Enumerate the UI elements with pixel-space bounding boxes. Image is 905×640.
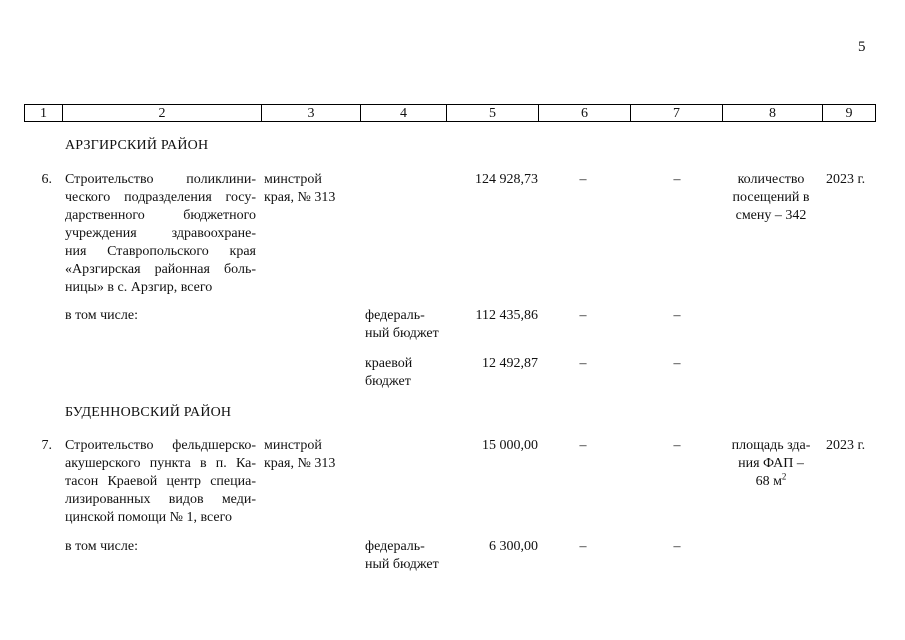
column-header-2: 2 bbox=[63, 105, 262, 122]
col7-dash: – bbox=[673, 308, 681, 323]
col6-dash: – bbox=[579, 356, 587, 371]
object-name-line: ницы» в с. Арзгир, всего bbox=[65, 280, 213, 295]
indicator-line: посещений в bbox=[732, 190, 810, 205]
funding-source bbox=[365, 538, 450, 574]
superscript-2: 2 bbox=[781, 471, 787, 482]
col7-dash: – bbox=[673, 539, 681, 554]
funding-source-line: бюджет bbox=[365, 374, 411, 389]
customer-line: минстрой bbox=[264, 172, 322, 187]
funding-source-line: ный бюджет bbox=[365, 557, 439, 572]
col6-dash: – bbox=[579, 438, 587, 453]
col6-dash: – bbox=[579, 308, 587, 323]
object-name-line: ния Ставропольского края bbox=[65, 244, 256, 259]
customer-line: края, № 313 bbox=[264, 190, 336, 205]
customer bbox=[264, 171, 359, 207]
amount: 15 000,00 bbox=[482, 438, 538, 453]
funding-source bbox=[365, 355, 450, 391]
customer-line: минстрой bbox=[264, 438, 322, 453]
indicator-line: ния ФАП – bbox=[738, 456, 804, 471]
column-header-9: 9 bbox=[823, 105, 876, 122]
year: 2023 г. bbox=[826, 438, 866, 453]
col6-dash: – bbox=[579, 539, 587, 554]
column-header-6: 6 bbox=[539, 105, 631, 122]
row-number: 7. bbox=[41, 438, 52, 453]
col7-dash: – bbox=[673, 438, 681, 453]
column-header-8: 8 bbox=[723, 105, 823, 122]
column-header-row bbox=[24, 104, 876, 122]
object-name-line: ческого подразделения госу- bbox=[65, 190, 256, 205]
customer bbox=[264, 437, 359, 473]
object-name bbox=[65, 171, 256, 297]
indicator bbox=[722, 437, 820, 491]
col7-dash: – bbox=[673, 356, 681, 371]
object-name-line: акушерского пункта в п. Ка- bbox=[65, 456, 256, 471]
column-header-7: 7 bbox=[631, 105, 723, 122]
col6-dash: – bbox=[579, 172, 587, 187]
object-name-line: дарственного бюджетного bbox=[65, 208, 256, 223]
object-name-line: цинской помощи № 1, всего bbox=[65, 510, 233, 525]
object-name bbox=[65, 437, 256, 527]
indicator-line: смену – 342 bbox=[735, 208, 807, 223]
object-name-line: лизированных видов меди- bbox=[65, 492, 256, 507]
funding-source bbox=[365, 307, 450, 343]
indicator-line bbox=[722, 473, 820, 491]
including-label: в том числе: bbox=[65, 539, 138, 554]
column-header-4: 4 bbox=[361, 105, 447, 122]
including-label: в том числе: bbox=[65, 308, 138, 323]
page-number: 5 bbox=[858, 39, 866, 55]
object-name-line: тасон Краевой центр специа- bbox=[65, 474, 256, 489]
object-name-line: Строительство поликлини- bbox=[65, 172, 256, 187]
col7-dash: – bbox=[673, 172, 681, 187]
funding-source-line: ный бюджет bbox=[365, 326, 439, 341]
amount: 6 300,00 bbox=[489, 539, 538, 554]
funding-source-line: федераль- bbox=[365, 539, 425, 554]
amount: 112 435,86 bbox=[475, 308, 538, 323]
area-value: 68 м bbox=[755, 474, 782, 489]
year: 2023 г. bbox=[826, 172, 866, 187]
row-number: 6. bbox=[41, 172, 52, 187]
column-header-1: 1 bbox=[25, 105, 63, 122]
funding-source-line: краевой bbox=[365, 356, 413, 371]
object-name-line: «Арзгирская районная боль- bbox=[65, 262, 256, 277]
section-title-arzgir: АРЗГИРСКИЙ РАЙОН bbox=[65, 138, 209, 153]
indicator-line: количество bbox=[737, 172, 805, 187]
funding-source-line: федераль- bbox=[365, 308, 425, 323]
column-header-5: 5 bbox=[447, 105, 539, 122]
object-name-line: Строительство фельдшерско- bbox=[65, 438, 256, 453]
customer-line: края, № 313 bbox=[264, 456, 336, 471]
amount: 12 492,87 bbox=[482, 356, 538, 371]
indicator-line: площадь зда- bbox=[731, 438, 811, 453]
column-header-3: 3 bbox=[262, 105, 361, 122]
indicator bbox=[722, 171, 820, 225]
section-title-budennovsk: БУДЕННОВСКИЙ РАЙОН bbox=[65, 405, 232, 420]
object-name-line: учреждения здравоохране- bbox=[65, 226, 256, 241]
amount: 124 928,73 bbox=[475, 172, 538, 187]
